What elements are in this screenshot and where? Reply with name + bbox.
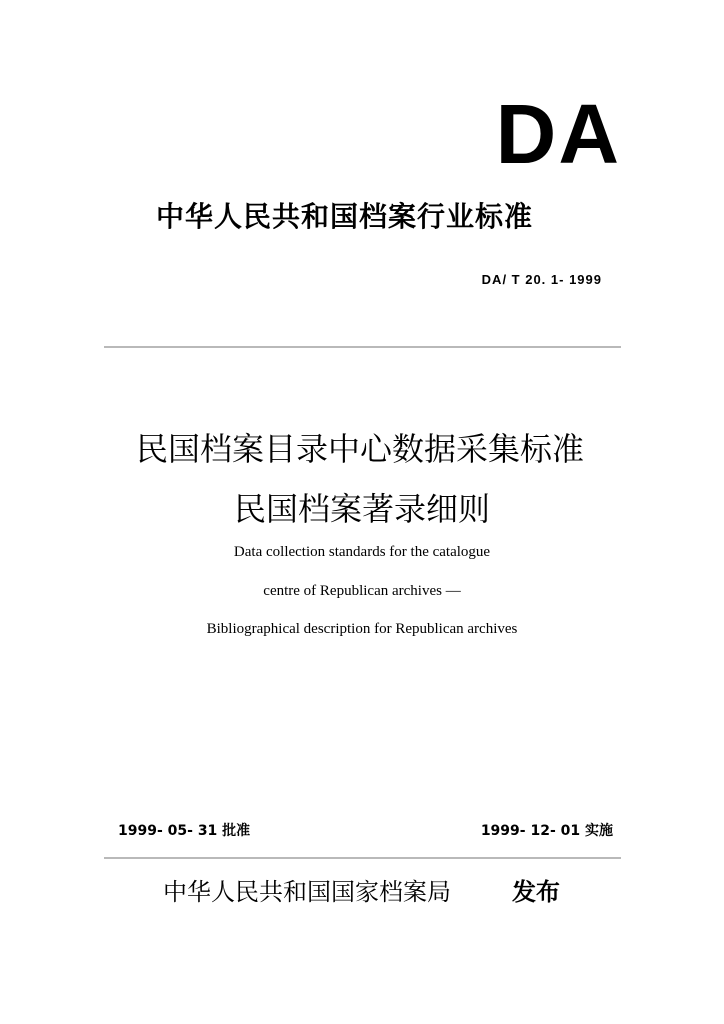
effective-date: 1999- 12- 01 实施 xyxy=(480,823,613,839)
bottom-divider xyxy=(104,857,621,859)
publisher-name: 中华人民共和国国家档案局 xyxy=(163,878,451,906)
title-zh-line2: 民国档案著录细则 xyxy=(233,490,490,528)
title-en-line3: Bibliographical description for Republican archives xyxy=(206,621,518,637)
approval-date: 1999- 05- 31 批准 xyxy=(118,823,251,839)
title-en-line2: centre of Republican archives — xyxy=(263,583,461,599)
publish-action: 发布 xyxy=(512,878,560,906)
da-logo: DA xyxy=(495,87,621,181)
standard-code: DA/ T 20. 1- 1999 xyxy=(481,272,602,287)
title-en-line1: Data collection standards for the catalogue xyxy=(233,544,491,560)
industry-standard-title: 中华人民共和国档案行业标准 xyxy=(156,200,534,233)
top-divider xyxy=(104,346,621,348)
title-zh-line1 xyxy=(0,430,724,468)
title-zh-line1-text: 民国档案目录中心数据采集标准 xyxy=(135,430,584,468)
